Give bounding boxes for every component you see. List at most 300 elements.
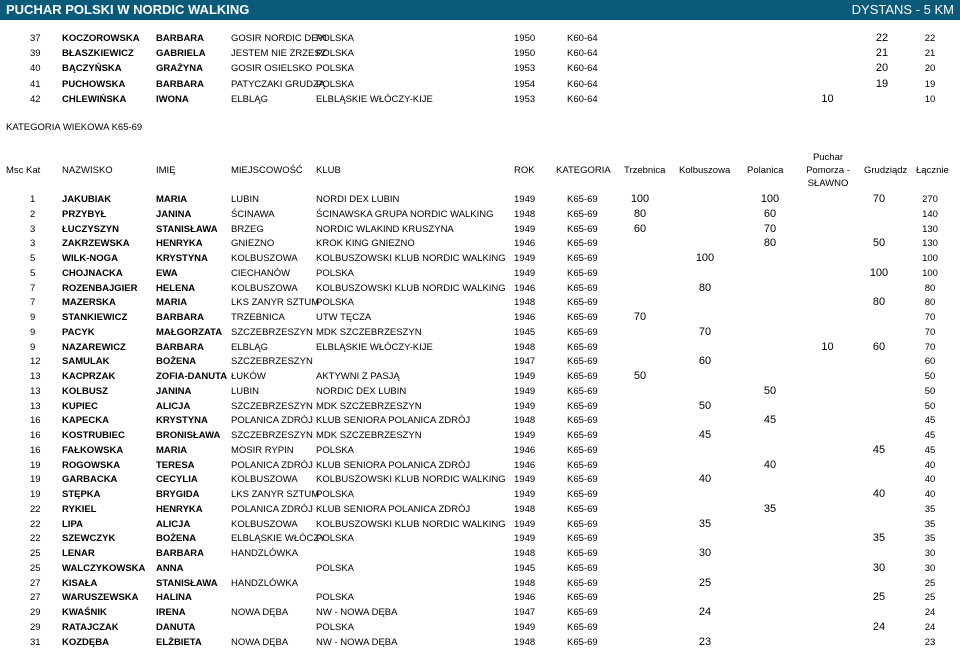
cell-category: K65-69 [567,533,598,545]
cell-grudziadz: 80 [872,296,886,309]
cell-town: KOLBUSZOWA [231,474,298,486]
header-puchar-line2: Pomorza - [806,165,850,176]
cell-year: 1946 [514,592,536,604]
cell-surname: ZAKRZEWSKA [62,238,130,250]
cell-surname: PRZYBYŁ [62,208,107,220]
header-nazwisko: NAZWISKO [62,165,113,176]
cell-town: HANDZLÓWKA [231,548,299,559]
cell-place: 22 [30,533,41,545]
table-row [0,266,960,281]
header-rok: ROK [514,165,535,176]
table-row [0,325,960,340]
cell-place: 16 [30,415,41,427]
cell-first-name: HENRYKA [156,503,203,515]
cell-category: K65-69 [567,297,598,309]
cell-first-name: IRENA [156,607,186,618]
cell-year: 1948 [514,297,536,309]
table-row [0,77,960,92]
cell-surname: ROGOWSKA [62,459,121,471]
cell-kolbuszowa: 45 [698,429,712,441]
cell-total: 25 [924,592,936,604]
cell-surname: KOLBUSZ [62,385,108,397]
cell-total: 30 [924,548,936,559]
cell-first-name: BARBARA [156,548,205,559]
cell-place: 13 [30,385,41,397]
header-miejscowosc: MIEJSCOWOŚĆ [231,165,303,176]
cell-club: POLSKA [316,533,355,545]
header-puchar-line1: Puchar [812,152,844,163]
table-row [0,399,960,414]
table-row [0,443,960,458]
cell-total: 100 [922,253,938,264]
header-polanica: Polanica [747,165,784,176]
cell-surname: STĘPKA [62,489,101,500]
cell-total: 35 [924,518,936,530]
cell-year: 1946 [514,459,536,471]
cell-year: 1949 [514,400,536,412]
table-row [0,236,960,251]
cell-club: NW - NOWA DĘBA [316,607,398,618]
cell-year: 1945 [514,326,536,338]
cell-category: K65-69 [567,223,598,235]
cell-first-name: KRYSTYNA [156,415,208,427]
cell-grudziadz: 60 [872,340,886,353]
cell-town: ŁUKÓW [231,371,266,382]
header-klub: KLUB [316,165,341,176]
cell-year: 1948 [514,415,536,427]
cell-first-name: BARBARA [156,78,205,90]
cell-town: ŚCINAWA [231,208,275,220]
cell-first-name: MARIA [156,297,188,309]
cell-kolbuszowa: 60 [698,355,712,368]
cell-category: K65-69 [567,518,598,530]
cell-club: POLSKA [316,78,355,90]
cell-year: 1954 [514,78,536,90]
cell-town: BRZEG [231,223,264,235]
cell-place: 3 [30,238,36,250]
cell-kolbuszowa: 24 [698,606,712,618]
cell-surname: KWAŚNIK [62,607,107,618]
cell-year: 1946 [514,238,536,250]
cell-surname: SZEWCZYK [62,533,116,545]
cell-club: KOLBUSZOWSKI KLUB NORDIC WALKING [316,253,506,264]
cell-year: 1948 [514,636,536,648]
cell-first-name: STANISŁAWA [156,223,218,235]
cell-club: MDK SZCZEBRZESZYN [316,400,422,412]
table-row [0,605,960,620]
cell-club: NORDIC WLAKIND KRUSZYNA [316,223,454,235]
cell-grudziadz: 22 [875,32,889,44]
cell-town: NOWA DĘBA [231,607,289,618]
cell-surname: KUPIEC [62,400,98,412]
cell-category: K65-69 [567,385,598,397]
cell-club: POLSKA [316,33,355,44]
cell-surname: KAPECKA [62,415,109,427]
cell-total: 100 [922,267,938,279]
cell-grudziadz: 24 [872,620,886,633]
cell-club: AKTYWNI Z PASJĄ [316,371,400,382]
cell-surname: MAZERSKA [62,297,116,309]
cell-first-name: TERESA [156,459,195,471]
cell-polanica: 80 [763,237,777,250]
cell-polanica: 40 [763,458,777,471]
cell-first-name: HELENA [156,282,196,294]
cell-surname: WARUSZEWSKA [62,592,139,604]
cell-year: 1946 [514,282,536,294]
cell-place: 27 [30,577,41,589]
cell-place: 27 [30,592,41,604]
cell-category: K65-69 [567,312,598,323]
cell-place: 40 [30,63,41,75]
cell-town: ELBLĄSKIE WŁÓCZY [231,533,326,545]
table-row [0,502,960,517]
cell-surname: PUCHOWSKA [62,78,126,90]
cell-grudziadz: 21 [875,47,889,60]
cell-town: KOLBUSZOWA [231,282,298,294]
cell-surname: KOZDĘBA [62,636,109,648]
cell-town: ELBLĄG [231,93,268,105]
cell-surname: BŁASZKIEWICZ [62,48,134,60]
cell-club: POLSKA [316,562,355,574]
cell-total: 35 [924,503,936,515]
header-puchar-line3: SŁAWNO [807,178,849,189]
category-title: KATEGORIA WIEKOWA K65-69 [6,122,143,133]
cell-grudziadz: 40 [872,488,886,500]
cell-total: 21 [924,48,936,60]
cell-year: 1947 [514,607,536,618]
cell-first-name: GRAŻYNA [156,63,203,75]
table-row [0,369,960,384]
table-row [0,354,960,369]
cell-year: 1948 [514,503,536,515]
cell-grudziadz: 100 [869,266,889,279]
cell-town: GOSIR OSIELSKO [231,63,313,75]
cell-place: 3 [30,223,36,235]
cell-town: SZCZEBRZESZYN [231,430,313,441]
cell-trzebnica: 70 [633,311,647,323]
cell-club: KLUB SENIORA POLANICA ZDRÓJ [316,459,471,471]
cell-club: POLSKA [316,63,355,75]
cell-surname: NAZAREWICZ [62,341,126,353]
cell-grudziadz: 19 [875,77,889,90]
table-row [0,561,960,576]
cell-surname: SAMULAK [62,356,110,368]
cell-first-name: JANINA [156,208,192,220]
cell-polanica: 45 [763,414,777,427]
cell-surname: PACYK [62,326,95,338]
table-row [0,31,960,46]
cell-surname: LIPA [62,518,83,530]
cell-total: 130 [922,238,938,250]
cell-year: 1948 [514,208,536,220]
cell-year: 1953 [514,93,536,105]
table-row [0,576,960,591]
cell-kolbuszowa: 40 [698,473,712,486]
cell-year: 1949 [514,253,536,264]
cell-town: SZCZEBRZESZYN [231,326,313,338]
cell-total: 70 [924,341,936,353]
table-row [0,251,960,266]
cell-year: 1949 [514,385,536,397]
table-row [0,487,960,502]
table-row [0,590,960,605]
cell-total: 130 [922,223,938,235]
cell-club: POLSKA [316,444,355,456]
cell-polanica: 70 [763,222,777,235]
cell-town: ELBLĄG [231,341,268,353]
cell-grudziadz: 45 [872,443,886,456]
title-bar [0,0,960,20]
cell-place: 19 [30,489,41,500]
table-row [0,207,960,222]
cell-club: POLSKA [316,489,355,500]
cell-trzebnica: 100 [630,193,650,205]
cell-total: 22 [924,33,936,44]
cell-category: K65-69 [567,356,598,368]
cell-first-name: BRYGIDA [156,489,200,500]
cell-club: ELBLĄSKIE WŁÓCZY-KIJE [316,93,433,105]
cell-place: 13 [30,371,41,382]
cell-year: 1948 [514,548,536,559]
cell-place: 16 [30,444,41,456]
cell-place: 19 [30,474,41,486]
cell-first-name: ALICJA [156,518,191,530]
cell-category: K65-69 [567,636,598,648]
cell-category: K60-64 [567,93,598,105]
cell-first-name: ELŻBIETA [156,636,202,648]
cell-year: 1949 [514,518,536,530]
cell-club: POLSKA [316,297,355,309]
page-title: PUCHAR POLSKI W NORDIC WALKING [6,2,250,17]
table-row [0,340,960,355]
cell-surname: KOCZOROWSKA [62,33,140,44]
table-row [0,635,960,650]
cell-surname: KOSTRUBIEC [62,430,125,441]
cell-kolbuszowa: 80 [698,281,712,294]
cell-town: SZCZEBRZESZYN [231,400,313,412]
table-row [0,472,960,487]
cell-place: 2 [30,208,36,220]
cell-grudziadz: 20 [875,62,889,75]
table-row [0,428,960,443]
cell-kolbuszowa: 35 [698,517,712,530]
cell-town: LUBIN [231,385,259,397]
header-trzebnica: Trzebnica [624,165,666,176]
cell-place: 5 [30,267,36,279]
cell-kolbuszowa: 50 [698,399,712,412]
cell-kolbuszowa: 23 [698,635,712,648]
cell-first-name: JANINA [156,385,192,397]
cell-year: 1946 [514,444,536,456]
cell-total: 50 [924,371,936,382]
cell-category: K65-69 [567,503,598,515]
cell-first-name: MARIA [156,444,188,456]
cell-club: KOLBUSZOWSKI KLUB NORDIC WALKING [316,474,506,486]
cell-category: K65-69 [567,621,598,633]
table-row [0,310,960,325]
cell-first-name: HENRYKA [156,238,203,250]
cell-total: 45 [924,444,936,456]
cell-total: 30 [924,562,936,574]
cell-surname: KISAŁA [62,577,98,589]
cell-surname: RATAJCZAK [62,621,119,633]
cell-category: K60-64 [567,78,598,90]
cell-first-name: BOŻENA [156,356,197,368]
cell-place: 29 [30,621,41,633]
cell-surname: LENAR [62,548,95,559]
cell-total: 45 [924,415,936,427]
table-row [0,61,960,76]
cell-year: 1949 [514,267,536,279]
cell-year: 1949 [514,533,536,545]
cell-category: K65-69 [567,459,598,471]
cell-total: 24 [924,621,936,633]
cell-town: LKS ZANYR SZTUM [231,297,320,309]
header-imie: IMIĘ [156,165,176,176]
cell-place: 22 [30,518,41,530]
cell-town: HANDZLÓWKA [231,577,299,589]
cell-year: 1950 [514,48,536,60]
table-row [0,517,960,532]
cell-category: K65-69 [567,548,598,559]
cell-kolbuszowa: 30 [698,547,712,559]
cell-town: LKS ZANYR SZTUM [231,489,320,500]
cell-grudziadz: 50 [872,237,886,250]
cell-category: K65-69 [567,592,598,604]
cell-year: 1948 [514,577,536,589]
cell-year: 1949 [514,489,536,500]
cell-first-name: BARBARA [156,33,205,44]
cell-town: KOLBUSZOWA [231,253,298,264]
cell-surname: CHOJNACKA [62,267,123,279]
cell-total: 50 [924,385,936,397]
cell-polanica: 60 [763,207,777,220]
cell-category: K60-64 [567,48,598,60]
cell-year: 1949 [514,474,536,486]
cell-club: ŚCINAWSKA GRUPA NORDIC WALKING [316,208,494,220]
cell-place: 25 [30,548,41,559]
cell-place: 7 [30,282,36,294]
cell-town: CIECHANÓW [231,267,291,279]
cell-surname: CHLEWIŃSKA [62,93,127,105]
cell-town: LUBIN [231,194,259,205]
cell-category: K65-69 [567,562,598,574]
cell-year: 1949 [514,430,536,441]
cell-year: 1949 [514,371,536,382]
cell-first-name: DANUTA [156,621,196,633]
cell-club: KOLBUSZOWSKI KLUB NORDIC WALKING [316,282,506,294]
cell-club: NORDIC DEX LUBIN [316,385,407,397]
cell-polanica: 50 [763,384,777,397]
cell-first-name: BOŻENA [156,533,197,545]
cell-first-name: HALINA [156,592,192,604]
table-row [0,458,960,473]
cell-puchar-pomorza: 10 [821,92,834,105]
cell-first-name: ZOFIA-DANUTA [156,371,228,382]
cell-year: 1947 [514,356,536,368]
cell-place: 9 [30,326,36,338]
table-header [0,148,960,196]
cell-place: 19 [30,459,41,471]
cell-total: 23 [924,636,936,648]
cell-kolbuszowa: 100 [695,252,715,264]
cell-category: K65-69 [567,577,598,589]
cell-category: K65-69 [567,430,598,441]
cell-category: K60-64 [567,33,598,44]
cell-trzebnica: 50 [633,370,647,382]
cell-place: 25 [30,562,41,574]
cell-first-name: IWONA [156,93,189,105]
cell-category: K65-69 [567,326,598,338]
cell-first-name: CECYLIA [156,474,198,486]
cell-polanica: 35 [763,502,777,515]
cell-place: 1 [30,194,36,205]
cell-place: 7 [30,297,36,309]
cell-first-name: BARBARA [156,341,205,353]
table-row [0,281,960,296]
cell-surname: WILK-NOGA [62,253,118,264]
table-row [0,531,960,546]
table-row [0,92,960,107]
cell-first-name: GABRIELA [156,48,206,60]
cell-town: KOLBUSZOWA [231,518,298,530]
cell-town: NOWA DĘBA [231,636,289,648]
cell-first-name: BARBARA [156,312,205,323]
cell-surname: BĄCZYŃSKA [62,63,122,75]
cell-place: 37 [30,33,41,44]
cell-year: 1953 [514,63,536,75]
table-row [0,46,960,61]
cell-total: 270 [922,194,938,205]
cell-category: K65-69 [567,282,598,294]
cell-place: 13 [30,400,41,412]
cell-town: POLANICA ZDRÓJ [231,459,313,471]
table-row [0,546,960,561]
cell-surname: ROZENBAJGIER [62,282,138,294]
cell-year: 1950 [514,33,536,44]
cell-surname: ŁUCZYSZYN [62,223,119,235]
cell-category: K65-69 [567,194,598,205]
cell-year: 1948 [514,341,536,353]
cell-town: PATYCZAKI GRUDZĄ [231,78,326,90]
cell-club: POLSKA [316,621,355,633]
cell-category: K65-69 [567,415,598,427]
cell-place: 9 [30,312,36,323]
cell-first-name: BRONISŁAWA [156,430,221,441]
cell-total: 140 [922,208,938,220]
cell-surname: FAŁKOWSKA [62,444,124,456]
cell-category: K65-69 [567,341,598,353]
cell-town: SZCZEBRZESZYN [231,356,313,368]
cell-year: 1949 [514,621,536,633]
cell-total: 45 [924,430,936,441]
cell-place: 41 [30,78,41,90]
cell-category: K65-69 [567,208,598,220]
cell-surname: STANKIEWICZ [62,312,128,323]
cell-puchar-pomorza: 10 [821,340,834,353]
cell-club: KOLBUSZOWSKI KLUB NORDIC WALKING [316,518,506,530]
cell-town: JESTEM NIE ZRZESZ [231,48,327,60]
cell-category: K65-69 [567,607,598,618]
cell-club: POLSKA [316,267,355,279]
cell-town: GNIEZNO [231,238,275,250]
cell-first-name: STANISŁAWA [156,577,218,589]
cell-place: 9 [30,341,36,353]
table-row [0,295,960,310]
cell-total: 80 [924,297,936,309]
cell-polanica: 100 [760,193,780,205]
cell-club: POLSKA [316,592,355,604]
